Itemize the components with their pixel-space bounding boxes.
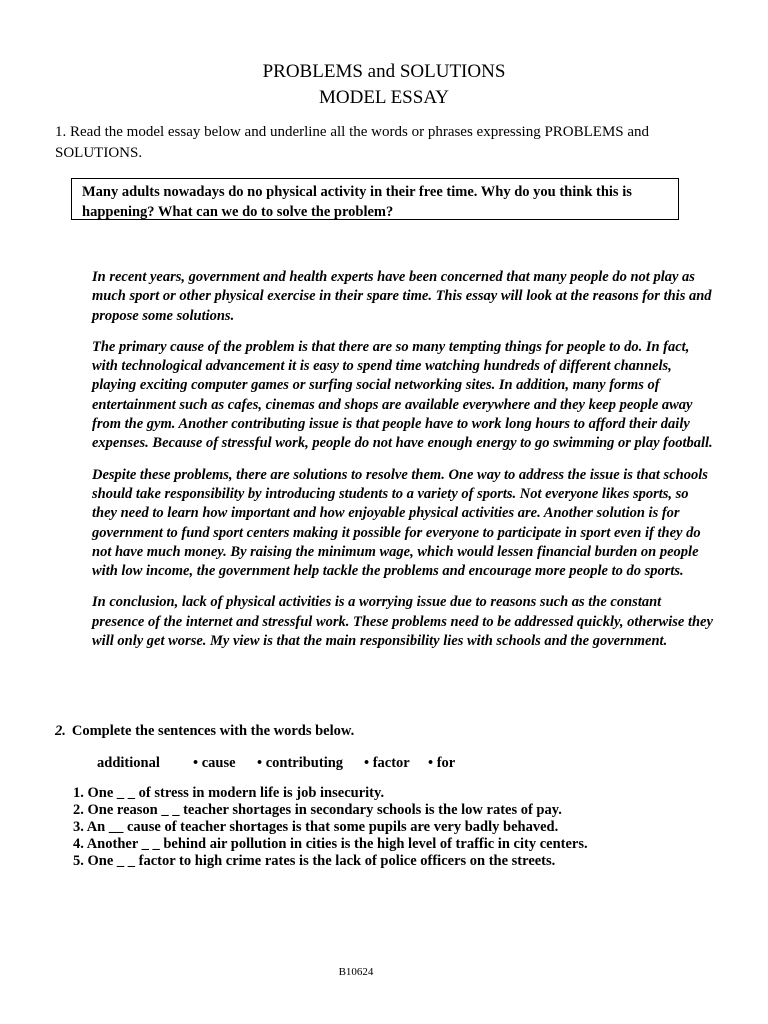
essay-prompt-box	[71, 178, 679, 220]
sentence-item: 2. One reason _ _ teacher shortages in secondary schools is the low rates of pay.	[73, 802, 562, 818]
task2-heading	[55, 721, 354, 741]
model-essay	[92, 268, 714, 663]
essay-paragraph-intro: In recent years, government and health experts have been concerned that many people do not play as much sport or other physical exercise in their spare time. This essay will look at the reasons for this and propose some solutions.	[92, 269, 712, 324]
word-bank	[97, 753, 455, 773]
word-bank-item: • for	[428, 755, 456, 771]
page-subtitle: MODEL ESSAY	[318, 87, 450, 108]
word-bank-item: • factor	[364, 755, 410, 771]
task2-instruction: Complete the sentences with the words below.	[71, 723, 355, 739]
word-bank-item: • contributing	[257, 755, 344, 771]
task2-number: 2.	[55, 723, 66, 739]
essay-paragraph-solutions: Despite these problems, there are solutions to resolve them. One way to address the issue is that schools should take responsibility by introducing students to a variety of sports. Not everyone likes sports, so they need to learn how important and how enjoyable physical activities are. Another solution is for government to fund sport centers making it possible for everyone to participate in sport even if they do not have much money. By raising the minimum wage, which would lessen financial burden on people with low income, the government help tackle the problems and encourage more people to do sports.	[92, 466, 708, 580]
essay-paragraph-conclusion: In conclusion, lack of physical activities is a worrying issue due to reasons such as the constant presence of the internet and stressful work. These problems need to be addressed quickly, otherwise they will only get worse. My view is that the main responsibility lies with schools and the government.	[92, 594, 713, 650]
page-title: PROBLEMS and SOLUTIONS	[262, 61, 506, 82]
sentence-item: 1. One _ _ of stress in modern life is job insecurity.	[73, 785, 385, 801]
essay-prompt-text: Many adults nowadays do no physical activity in their free time. Why do you think this is happening? What can we do to solve the problem?	[82, 184, 632, 220]
essay-paragraph-problems: The primary cause of the problem is that there are so many tempting things for people to do. In fact, with technological advancement it is easy to spend time watching hundreds of different channels, playing exciting computer games or surfing social networking sites. In addition, many forms of entertainment such as cafes, cinemas and shops are available everywhere and they keep people away from the gym. Another contributing issue is that people have to work long hours to afford their daily expenses. Because of stressful work, people do not have enough energy to go swimming or play football.	[92, 338, 713, 452]
page-footer-code: B10624	[338, 966, 374, 978]
word-bank-item: • cause	[193, 755, 236, 771]
gap-fill-sentences	[73, 785, 588, 870]
sentence-item: 4. Another _ _ behind air pollution in cities is the high level of traffic in city centers.	[73, 836, 588, 852]
sentence-item: 3. An __ cause of teacher shortages is that some pupils are very badly behaved.	[73, 819, 559, 835]
word-bank-item: additional	[97, 755, 160, 771]
sentence-item: 5. One _ _ factor to high crime rates is the lack of police officers on the streets.	[73, 853, 556, 869]
task1-instruction: 1. Read the model essay below and underline all the words or phrases expressing PROBLEMS and SOLUTIONS.	[55, 124, 650, 161]
